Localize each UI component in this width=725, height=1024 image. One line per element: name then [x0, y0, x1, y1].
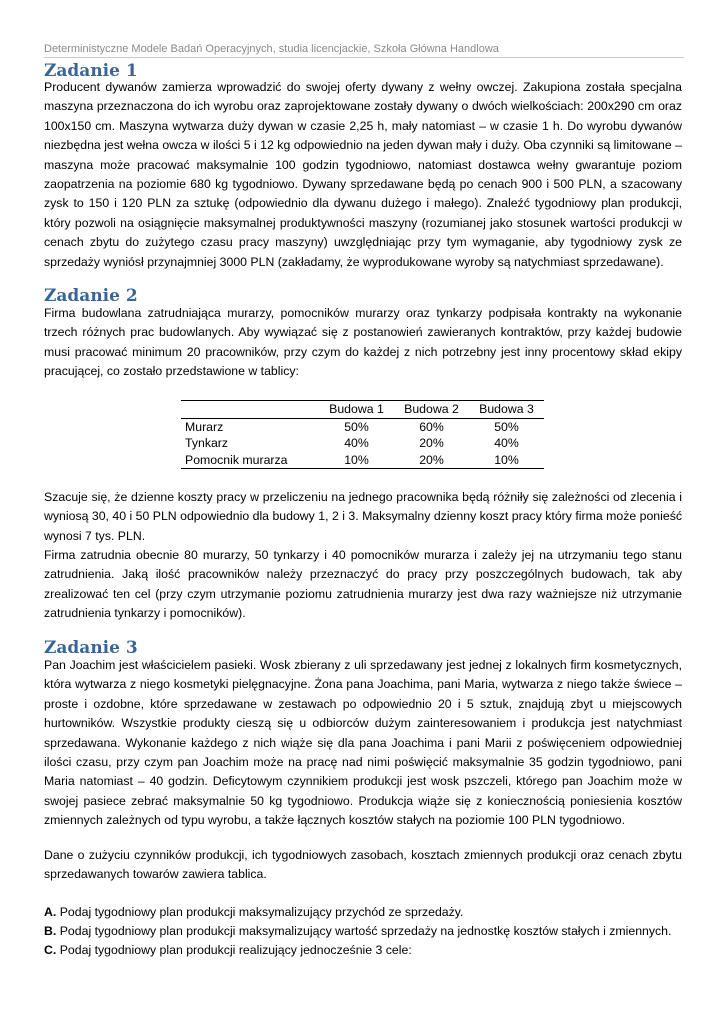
table-header-row	[181, 401, 544, 419]
table-cell: Tynkarz	[185, 436, 229, 450]
table-cell: 10%	[469, 452, 544, 469]
task3-title: Zadanie 3	[44, 638, 138, 658]
table-cell: 40%	[344, 436, 369, 450]
table-cell: 20%	[394, 452, 469, 469]
table-row	[181, 435, 544, 452]
table-cell: 10%	[319, 452, 394, 469]
option-letter: A.	[44, 905, 57, 919]
table-cell: 40%	[494, 436, 519, 450]
page-header: Deterministyczne Modele Badań Operacyjnych, studia licencjackie, Szkoła Główna Handlowa	[44, 42, 684, 58]
table-cell: 50%	[344, 419, 369, 434]
table-row	[181, 452, 544, 469]
table-header-cell: Budowa 1	[319, 401, 394, 419]
option-text: Podaj tygodniowy plan produkcji maksymalizujący przychód ze sprzedaży.	[56, 905, 464, 919]
option-b	[44, 922, 671, 941]
table-cell: 20%	[419, 436, 444, 450]
task1-title: Zadanie 1	[44, 61, 138, 81]
task2-costs-paragraph: Szacuje się, że dzienne koszty pracy w przeliczeniu na jednego pracownika będą różniły się zależności od zlecenia i wyniosą 30, 40 i 50 PLN odpowiednio dla budowy 1, 2 i 3. Maksymalny dzienny koszt pracy który firma może ponieść wynosi 7 tys. PLN.	[44, 490, 682, 543]
table-header-cell: Budowa 2	[394, 401, 469, 419]
option-letter: B.	[44, 924, 57, 938]
table-cell: 60%	[419, 419, 444, 434]
task3-paragraph: Pan Joachim jest właścicielem pasieki. Wosk zbierany z uli sprzedawany jest jednej z lokalnych firm kosmetycznych, która wytwarza z niego kosmetyki pielęgnacyjne. Żona pana Joachima, pani Maria, wytwarza z niego także świece – proste i ozdobne, które sprzedawane w zestawach po odpowiednio 20 i 5 sztuk, znajdują zbyt u miejscowych hurtowników. Wszystkie produkty cieszą się u odbiorców dużym zainteresowaniem i produkcja jest natychmiast sprzedawana. Wykonanie każdego z nich wiąże się dla pana Joachima i pani Marii z poświęceniem odpowiedniej ilości czasu, przy czym pan Joachim może na pracę nad nimi poświęcić maksymalnie 35 godzin tygodniowo, pani Maria natomiast – 40 godzin. Deficytowym czynnikiem produkcji jest wosk pszczeli, którego pan Joachim może w swojej pasiece zebrać maksymalnie 50 kg tygodniowo. Produkcja wiąże się z koniecznością poniesienia kosztów zmiennych zależnych od typu wyrobu, a także łącznych kosztów stałych na poziomie 100 PLN tygodniowo.	[44, 658, 682, 828]
table-cell: 50%	[494, 419, 519, 434]
task2-title: Zadanie 2	[44, 286, 138, 306]
table-row	[181, 418, 544, 435]
staffing-table	[181, 400, 544, 469]
task1-text: Producent dywanów zamierza wprowadzić do swojej oferty dywany z wełny owczej. Zakupiona została specjalna maszyna przeznaczona do ich wyrobu oraz zaprojektowane zostały dywany o dwóch wielkościach: 200x290 cm oraz 100x150 cm. Maszyna wytwarza duży dywan w czasie 2,25 h, mały natomiast – w czasie 1 h. Do wyrobu dywanów niezbędna jest wełna owcza w ilości 5 i 12 kg odpowiednio na jeden dywan mały i duży. Oba czynniki są limitowane – maszyna może pracować maksymalnie 100 godzin tygodniowo, natomiast dostawca wełny gwarantuje poziom zaopatrzenia na poziomie 680 kg tygodniowo. Dywany sprzedawane będą po cenach 900 i 500 PLN, a szacowany zysk to 150 i 120 PLN za sztukę (odpowiednio dla dywanu dużego i małego). Znaleźć tygodniowy plan produkcji, który pozwoli na osiągnięcie maksymalnej produktywności maszyny (rozumianej jako stosunek wartości produkcji w cenach zbytu do zużytego czasu pracy maszyny) uwzględniając przy tym wymaganie, aby tygodniowy zysk ze sprzedaży wyniósł przynajmniej 3000 PLN (zakładamy, że wyprodukowane wyroby są natychmiast sprzedawane).	[44, 80, 682, 269]
option-a	[44, 903, 463, 922]
option-letter: C.	[44, 943, 57, 957]
table-cell: Pomocnik murarza	[181, 452, 319, 469]
option-c	[44, 941, 412, 960]
option-text: Podaj tygodniowy plan produkcji realizujący jednocześnie 3 cele:	[56, 943, 412, 957]
task2-intro: Firma budowlana zatrudniająca murarzy, pomocników murarzy oraz tynkarzy podpisała kontrakty na wykonanie trzech różnych prac budowlanych. Aby wywiązać się z postanowień zawieranych kontraktów, przy każdej budowie musi pracować minimum 20 pracowników, przy czym do każdej z nich potrzebny jest inny procentowy skład ekipy pracującej, co zostało przedstawione w tablicy:	[44, 306, 682, 379]
task3-data-paragraph: Dane o zużyciu czynników produkcji, ich tygodniowych zasobach, kosztach zmiennych produkcji oraz cenach zbytu sprzedawanych towarów zawiera tablica.	[44, 848, 682, 882]
table-header-cell: Budowa 3	[469, 401, 544, 419]
table-cell: Murarz	[185, 419, 224, 434]
table-header-cell	[181, 401, 319, 419]
option-text: Podaj tygodniowy plan produkcji maksymalizujący wartość sprzedaży na jednostkę kosztów stałych i zmiennych.	[56, 924, 672, 938]
task2-employment-paragraph: Firma zatrudnia obecnie 80 murarzy, 50 tynkarzy i 40 pomocników murarza i zależy jej na utrzymaniu tego stanu zatrudnienia. Jaką ilość pracowników należy przeznaczyć do pracy przy poszczególnych budowach, tak aby zrealizować ten cel (przy czym utrzymanie poziomu zatrudnienia murarzy jest dwa razy ważniejsze niż utrzymanie zatrudnienia tynkarzy i pomocników).	[44, 548, 682, 621]
